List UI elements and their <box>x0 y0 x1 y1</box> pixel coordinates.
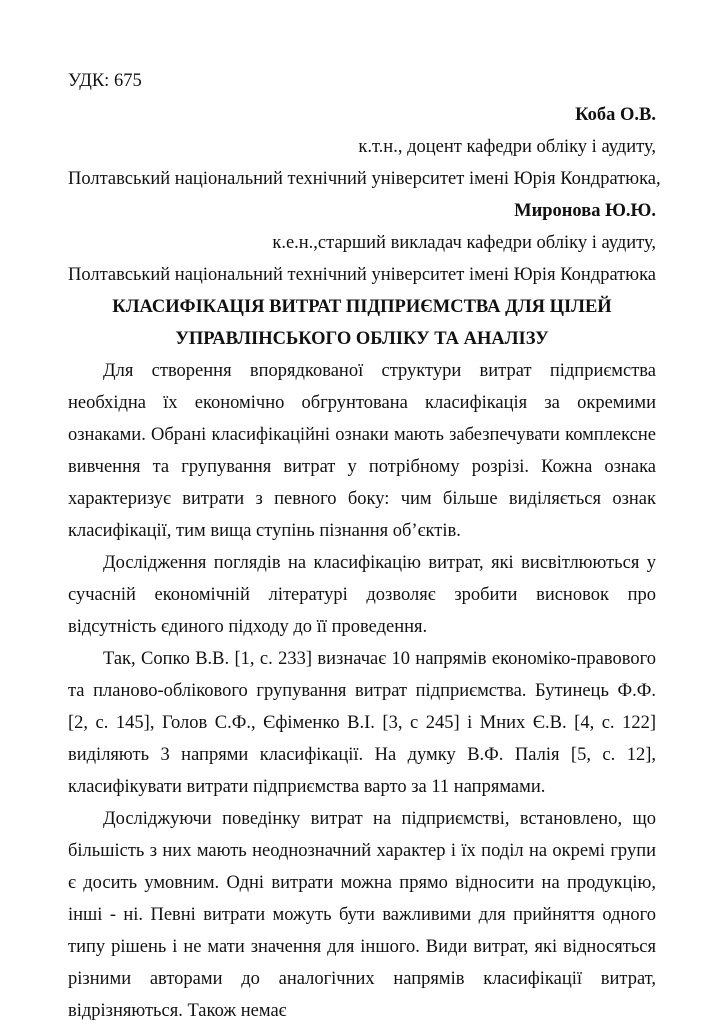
article-title-line-2: УПРАВЛІНСЬКОГО ОБЛІКУ ТА АНАЛІЗУ <box>175 329 549 349</box>
author-position-2: к.е.н.,старший викладач кафедри обліку і аудиту, <box>272 233 656 253</box>
document-page <box>68 65 661 1027</box>
body-paragraph-2: Дослідження поглядів на класифікацію витрат, які висвітлюються у сучасній економічній літературі дозволяє зробити висновок про відсутність єдиного підходу до її проведення. <box>68 553 656 637</box>
article-title-line-1: КЛАСИФІКАЦІЯ ВИТРАТ ПІДПРИЄМСТВА ДЛЯ ЦІЛЕЙ <box>112 297 612 317</box>
body-paragraph-4: Досліджуючи поведінку витрат на підприємстві, встановлено, що більшість з них мають неоднозначний характер і їх поділ на окремі групи є досить умовним. Одні витрати можна прямо відносити на продукцію, інші - ні. Певні витрати можуть бути важливими для прийняття одного типу рішень і не мати значення для іншого. Види витрат, які відносяться різними авторами до аналогічних напрямів класифікації витрат, відрізняються. Також немає <box>68 809 656 1021</box>
author-affiliation-2: Полтавський національний технічний університет імені Юрія Кондратюка <box>68 265 656 285</box>
udk-code: УДК: 675 <box>68 71 142 91</box>
author-position-1: к.т.н., доцент кафедри обліку і аудиту, <box>358 137 656 157</box>
body-paragraph-1: Для створення впорядкованої структури витрат підприємства необхідна їх економічно обгрунтована класифікація за окремими ознаками. Обрані класифікаційні ознаки мають забезпечувати комплексне вивчення та групування витрат у потрібному розрізі. Кожна ознака характеризує витрати з певного боку: чим більше виділяється ознак класифікації, тим вища ступінь пізнання об’єктів. <box>68 361 656 541</box>
author-name-1: Коба О.В. <box>575 105 656 125</box>
author-name-2: Миронова Ю.Ю. <box>514 201 656 221</box>
author-affiliation-1: Полтавський національний технічний університет імені Юрія Кондратюка, <box>68 169 661 189</box>
body-paragraph-3: Так, Сопко В.В. [1, с. 233] визначає 10 напрямів економіко-правового та планово-облікового групування витрат підприємства. Бутинець Ф.Ф. [2, с. 145], Голов С.Ф., Єфіменко В.І. [3, с 245] і Мних Є.В. [4, с. 122] виділяють 3 напрями класифікації. На думку В.Ф. Палія [5, с. 12], класифікувати витрати підприємства варто за 11 напрямами. <box>68 649 656 797</box>
